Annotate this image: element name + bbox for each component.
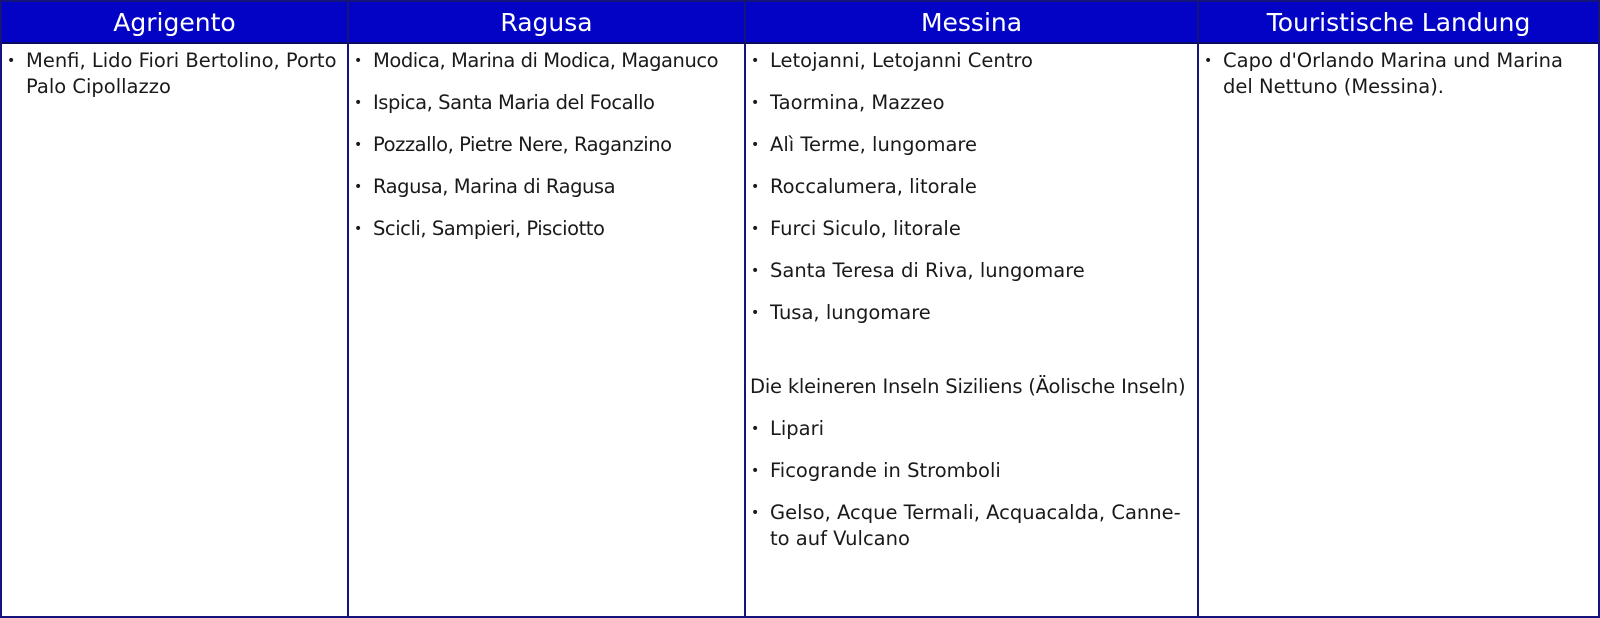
list-item: • Roccalumera, litorale [746,174,1197,200]
list-item: • Pozzallo, Pietre Nere, Raganzino [349,132,744,158]
list-item: • Capo d'Orlando Marina und Marina del Nettuno (Messina). [1199,48,1598,100]
column-header-agrigento: Agrigento [2,2,349,44]
list-item: • Scicli, Sampieri, Pisciotto [349,216,744,242]
messina-list [746,48,1197,326]
column-touristische-landung [1199,44,1598,616]
islands-list [746,416,1197,552]
column-header-messina: Messina [746,2,1199,44]
agrigento-list [2,48,347,100]
column-header-ragusa: Ragusa [349,2,746,44]
list-item: • Ragusa, Marina di Ragusa [349,174,744,200]
list-item: • Lipari [746,416,1197,442]
ragusa-list [349,48,744,242]
list-item: • Alì Terme, lungomare [746,132,1197,158]
touristische-landung-list [1199,48,1598,100]
islands-subheading: Die kleineren Inseln Siziliens (Äolische Inseln) [750,375,1186,398]
list-item: • Santa Teresa di Riva, lungomare [746,258,1197,284]
list-item: • Taormina, Mazzeo [746,90,1197,116]
list-item: • Furci Siculo, litorale [746,216,1197,242]
list-item: • Gelso, Acque Termali, Acquacalda, Canne-to auf Vulcano [746,500,1197,552]
column-agrigento [2,44,349,616]
column-ragusa [349,44,746,616]
list-item: • Ispica, Santa Maria del Focallo [349,90,744,116]
column-header-touristische-landung: Touristische Landung [1199,2,1598,44]
list-item: • Letojanni, Letojanni Centro [746,48,1197,74]
list-item: • Ficogrande in Stromboli [746,458,1197,484]
list-item: • Modica, Marina di Modica, Maganuco [349,48,744,74]
list-item: • Tusa, lungomare [746,300,1197,326]
list-item: • Menfi, Lido Fiori Bertolino, Porto Palo Cipollazzo [2,48,347,100]
column-messina [746,44,1199,616]
